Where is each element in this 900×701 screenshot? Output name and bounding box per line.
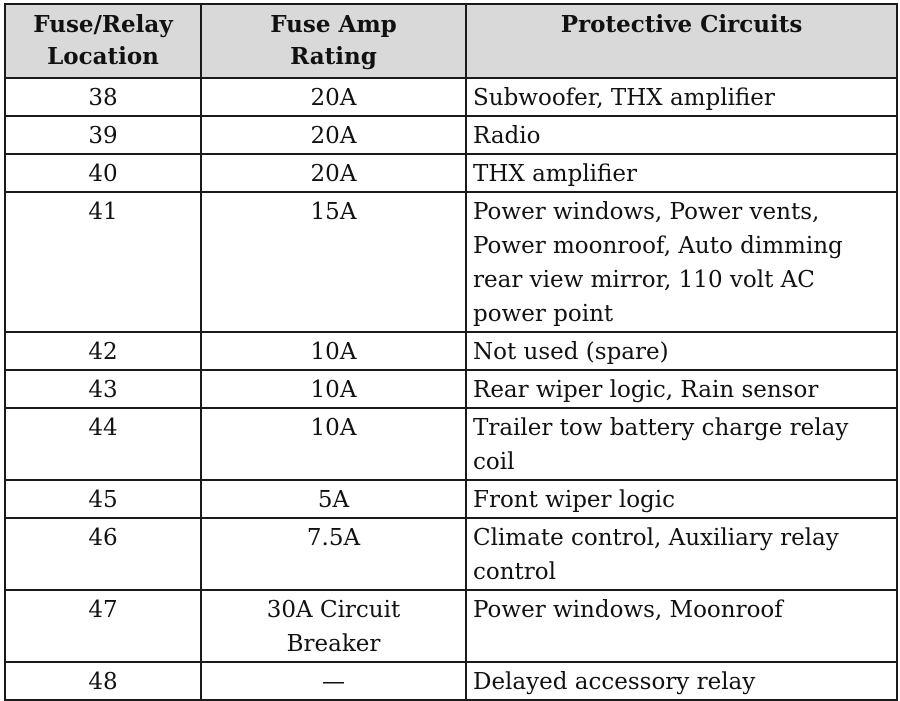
rating-line: 20A	[310, 123, 357, 149]
cell-rating	[201, 518, 466, 590]
header-line: Location	[47, 43, 159, 70]
cell-location: 42	[5, 332, 201, 370]
cell-circuits	[466, 480, 897, 518]
cell-circuits	[466, 370, 897, 408]
header-location	[5, 4, 201, 78]
table-row	[5, 662, 897, 700]
table-row	[5, 116, 897, 154]
circuit-line: Front wiper logic	[473, 487, 676, 513]
table-row	[5, 154, 897, 192]
cell-rating	[201, 116, 466, 154]
cell-location: 39	[5, 116, 201, 154]
header-rating	[201, 4, 466, 78]
cell-rating	[201, 408, 466, 480]
rating-line: 20A	[310, 85, 357, 111]
cell-rating	[201, 370, 466, 408]
header-line: Protective Circuits	[560, 11, 803, 38]
header-line: Rating	[290, 43, 377, 70]
rating-line: 10A	[310, 415, 357, 441]
rating-line: 20A	[310, 161, 357, 187]
circuit-line: rear view mirror, 110 volt AC	[473, 267, 815, 293]
rating-line: 10A	[310, 339, 357, 365]
table-row	[5, 332, 897, 370]
cell-rating	[201, 662, 466, 700]
cell-circuits	[466, 116, 897, 154]
table-row	[5, 370, 897, 408]
rating-line: 15A	[310, 199, 357, 225]
circuit-line: control	[473, 559, 556, 585]
cell-rating	[201, 480, 466, 518]
cell-rating	[201, 192, 466, 332]
cell-rating	[201, 590, 466, 662]
circuit-line: power point	[473, 301, 614, 327]
table-row	[5, 590, 897, 662]
circuit-line: Rear wiper logic, Rain sensor	[473, 377, 819, 403]
cell-location: 38	[5, 78, 201, 116]
circuit-line: coil	[473, 449, 515, 475]
circuit-line: Power windows, Moonroof	[473, 597, 783, 623]
cell-location: 45	[5, 480, 201, 518]
circuit-line: Subwoofer, THX amplifier	[473, 85, 775, 111]
circuit-line: Radio	[473, 123, 541, 149]
fuse-table-container	[4, 3, 898, 701]
circuit-line: THX amplifier	[473, 161, 637, 187]
cell-location: 41	[5, 192, 201, 332]
cell-rating	[201, 154, 466, 192]
rating-line: Breaker	[286, 631, 381, 657]
table-row	[5, 78, 897, 116]
cell-circuits	[466, 662, 897, 700]
cell-rating	[201, 78, 466, 116]
cell-location: 48	[5, 662, 201, 700]
table-header-row	[5, 4, 897, 78]
cell-circuits	[466, 154, 897, 192]
circuit-line: Climate control, Auxiliary relay	[473, 525, 839, 551]
table-row	[5, 408, 897, 480]
rating-line: —	[322, 669, 345, 695]
rating-line: 5A	[317, 487, 350, 513]
header-circuits	[466, 4, 897, 78]
table-row	[5, 518, 897, 590]
cell-location: 43	[5, 370, 201, 408]
cell-circuits	[466, 78, 897, 116]
cell-location: 47	[5, 590, 201, 662]
cell-circuits	[466, 518, 897, 590]
cell-circuits	[466, 408, 897, 480]
cell-circuits	[466, 590, 897, 662]
cell-circuits	[466, 332, 897, 370]
table-row	[5, 480, 897, 518]
cell-location: 46	[5, 518, 201, 590]
table-row	[5, 192, 897, 332]
rating-line: 30A Circuit	[266, 597, 401, 623]
header-line: Fuse Amp	[270, 11, 397, 38]
circuit-line: Delayed accessory relay	[473, 669, 756, 695]
circuit-line: Power windows, Power vents,	[473, 199, 820, 225]
fuse-relay-table	[4, 3, 898, 701]
cell-location: 44	[5, 408, 201, 480]
circuit-line: Trailer tow battery charge relay	[473, 415, 849, 441]
cell-circuits	[466, 192, 897, 332]
table-body	[5, 78, 897, 700]
circuit-line: Power moonroof, Auto dimming	[473, 233, 843, 259]
rating-line: 7.5A	[306, 525, 361, 551]
circuit-line: Not used (spare)	[473, 339, 669, 365]
cell-rating	[201, 332, 466, 370]
header-line: Fuse/Relay	[33, 11, 173, 38]
cell-location: 40	[5, 154, 201, 192]
rating-line: 10A	[310, 377, 357, 403]
